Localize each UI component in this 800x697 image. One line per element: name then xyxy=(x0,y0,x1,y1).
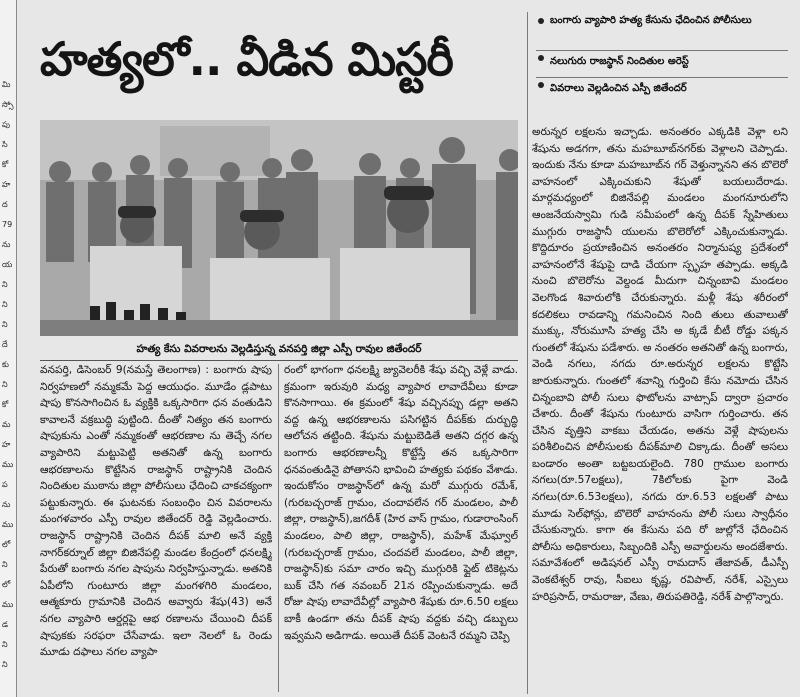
column-divider xyxy=(527,12,528,694)
article-column-2 xyxy=(284,362,518,694)
strip-text-fragment: మ xyxy=(2,420,11,429)
strip-text-fragment: పు xyxy=(2,120,10,129)
summary-bullet: నలుగురు రాజస్థాన్ నిందితుల అరెస్ట్ xyxy=(536,50,788,77)
strip-text-fragment: ని xyxy=(2,560,8,569)
strip-text-fragment: ము xyxy=(2,600,14,609)
strip-text-fragment: ని xyxy=(2,640,8,649)
strip-text-fragment: సి xyxy=(2,140,8,149)
strip-text-fragment: ను xyxy=(2,500,11,509)
strip-text-fragment: స్సో xyxy=(2,100,14,109)
article-column-1 xyxy=(40,362,272,694)
article-column-3 xyxy=(532,124,788,694)
strip-text-fragment: హ xyxy=(2,440,11,449)
strip-text-fragment: ము xyxy=(2,520,14,529)
summary-bullets xyxy=(536,14,788,102)
strip-text-fragment: ము xyxy=(2,460,14,469)
strip-text-fragment: హ xyxy=(2,180,11,189)
article-paragraph: వనపర్తి, డిసెంబర్ 9(నమస్తే తెలంగాణ) : బంగారు షాపు నిర్వహణలో నమ్మకమే పెద్ద ఆయుధం. మూడేం డ్లపాటు షాపు కొనసాగించిన ఓ వ్యక్తికి ఒక్కసారిగా ధన వంతుడిని కావాలనే వక్రబుద్ధి పుట్టింది. దీంతో నిత్యం తన బంగారు షాపుకును ఎంతో నమ్మకంతో ఆభరణాల ను తెచ్చే నగల వ్యాపారిని మట్టుపెట్టి అతనితో ఉన్న బంగారు ఆభరణాలను కొట్టేసిన రాజస్థాన్ రాష్ట్రానికి చెందిన నిందితుల ముఠాను జిల్లా పోలీసులు ఛేదించి చాకచక్యంగా పట్టుకున్నారు. ఈ ఘటనకు సంబంధిం చిన వివరాలను మంగళవారం ఎస్పీ రావుల జితేందర్ రెడ్డి వెల్లడించారు. రాజస్థాన్ రాష్ట్రానికి చెందిన దీపక్ మాలి అనే వ్యక్తి నాగర్‌కర్నూల్ జిల్లా బిజినేపల్లి మండల కేంద్రంలో ధనలక్ష్మి పేరుతో బంగారు నగల షాపును నిర్వహిస్తున్నాడు. అతనికి ఏపీలోని గుంటూరు జిల్లా మంగళగిరి మండలం, ఆత్మకూరు గ్రామానికి చెందిన అవ్వారు శేషు(43) అనే నగల వ్యాపారి ఆర్డర్లపై ఆభ రణాలను చేయించి దీపక్ షాపుకకు సరఫరా చేసేవాడు. ఇలా నెలలో ఓ రెండు మూడు దఫాలు నగల వ్యాపా xyxy=(40,364,272,659)
strip-text-fragment: కో xyxy=(2,400,9,409)
strip-text-fragment: మి xyxy=(2,80,11,89)
adjacent-column-strip xyxy=(0,0,17,697)
photo-caption: హత్య కేసు వివరాలను వెల్లడిస్తున్న వనపర్తి జిల్లా ఎస్పీ రావుల జితేందర్ xyxy=(40,338,518,361)
strip-text-fragment: ని xyxy=(2,660,8,669)
strip-text-fragment: ను xyxy=(2,240,11,249)
strip-text-fragment: ని xyxy=(2,300,8,309)
press-meet-photo xyxy=(40,120,518,336)
strip-text-fragment: ని xyxy=(2,280,8,289)
strip-text-fragment: య xyxy=(2,260,13,269)
strip-text-fragment: కో xyxy=(2,160,9,169)
strip-text-fragment: ద xyxy=(2,200,8,209)
summary-bullet: బంగారు వ్యాపారి హత్య కేసును ఛేదించిన పోలీసులు xyxy=(536,14,788,50)
strip-text-fragment: ని xyxy=(2,320,8,329)
strip-text-fragment: ప xyxy=(2,480,8,489)
strip-text-fragment: ని xyxy=(2,380,8,389)
headline: హత్యలో.. వీడిన మిస్టరీ xyxy=(40,32,453,86)
strip-text-fragment: లో xyxy=(2,540,11,549)
article-paragraph: అరున్నర లక్షలను ఇచ్చాడు. అనంతరం ఎక్కడికి వెళ్లా లని శేషును అడగగా, తను మహబూబ్‌నగర్‌కు వెళ్లాలని చెప్పాడు. ఇందుకు నేను కూడా మహబూబ్‌న గర్ వెళ్తున్నానని తన బొలెరో వాహనంలో ఎక్కించుకుని శేషుతో బయలుదేరాడు. మార్గమధ్యంలో బిజినేపల్లి మండలం మంగనూరులోని ఆంజనేయస్వామి గుడి సమీపంలో ఉన్న దీపక్ స్నేహితులు ముగ్గురు రాజస్థానీ యులను బొలెరోలో ఎక్కించుకున్నాడు. కొద్దిదూరం ప్రయాణించిన అనంతరం నిర్మానుష్య ప్రదేశంలో వాహనంలోనే శేషుపై దాడి చేయగా స్పృహ తప్పాడు. అక్కడి నుంచి బొలెరోను వెల్దండ మీదుగా చిన్నంబావి మండలం వెలగొండ శివారులోకి చేరుకున్నారు. మళ్లీ శేషు శరీరంలో కదలికలు రావడాన్ని గమనించిన నింది తులు తువాలుతో ముక్కు, నోరుమూసి హత్య చేసి అ క్కడే బీటీ రోడ్డు పక్కన గుంతలో శేషును పడేశారు. అ నంతరం అతనితో ఉన్న బంగారు, వెండి నగలు, నగదు రూ.అరున్నర లక్షలను కొట్టేసి జారుకున్నారు. గుంతలో శవాన్ని గుర్తించి కేసు నమోదు చేసిన చిన్నంబావి పోలీ సులు ఫొటోలను వాట్సాప్ ద్వారా ప్రచారం చేశారు. దీంతో శేషును గుంటూరు వాసిగా గుర్తించారు. తన చేసిన వృత్తిని వాకబు చేయడం, అతను వెళ్లే షాపులను పరిశీలించిన పోలీసులకు దీపక్‌మాలి చిక్కాడు. దీంతో అసలు బండారం అంతా బట్టబయలైంది. 780 గ్రాముల బంగారు నగలు(రూ.57లక్షలు), 7కిలోలకు పైగా వెండి నగలు(రూ.6.53లక్షలు), నగదు రూ.6.53 లక్షలతో పాటు మూడు సెల్‌ఫోన్లు, బొలెరో వాహనంను పోలీ సులు స్వాధీనం చేసుకున్నారు. కాగా ఈ కేసును పది రో జుల్లోనే ఛేదించిన పోలీసు అధికారులు, సిబ్బందికి ఎస్పీ అవార్డులను అందజేశారు. సమావేశంలో అడిషనల్ ఎస్పీ రామదాస్ తేజావత్, డీఎస్పీ వెంకటేశ్వర్ రావు, సీఐలు కృష్ణ, రవిపాల్, నరేశ్, ఎస్సైలు హరిప్రసాద్, రామరాజు, వేణు, తిరుపతిరెడ్డి, నరేశ్ పాల్గొన్నారు. xyxy=(532,126,788,603)
strip-text-fragment: 79 xyxy=(2,220,13,229)
article-paragraph: రంలో భాగంగా ధనలక్ష్మి జ్యువెలరీకి శేషు వచ్చి వెళ్లే వాడు. క్రమంగా ఇరువురి మధ్య వ్యాపార లావాదేవీలు కూడా కొనసాగాయి. ఈ క్రమంలో శేషు వచ్చినప్పు డల్లా అతని వద్ద ఉన్న ఆభరణాలను పసిగట్టిన దీపక్‌కు దుర్బుద్ధి ఆలోచన తట్టింది. శేషును మట్టుబెడితే అతని దగ్గర ఉన్న బంగారు ఆభరణాలన్నీ కొట్టేస్తే తన ఒక్కసారిగా ధనవంతుడినై పోతానని భావించి హత్యకు పథకం వేశాడు. ఇందుకోసం రాజస్థాన్‌లో ఉన్న మరో ముగ్గురు రమేశ్, (గురబచ్చరాజ్ గ్రామం, చందావలేన గర్ మండలం, పాలీ జిల్లా, రాజస్థాన్),జగదీశ్ (హిర వాస్ గ్రామం, గుడారాంసింగ్ మండలం, పాలి జిల్లా, రాజస్థాన్), మహేశ్ మేఘ్వాల్ (గురబచ్చరాజ్ గ్రామం, చందవలే మండలం, పాలీ జిల్లా, రాజస్థాన్)కు సమా చారం ఇచ్చి ముగ్గురికి ఫ్లైట్ టికెట్లను బుక్ చేసి గత నవంబర్ 21న రప్పించుకున్నాడు. అదే రోజు షాపు లావాదేవీల్లో వ్యాపారి శేషుకు రూ.6.50 లక్షలు బాకీ ఉండగా తను దీపక్ షాపు వద్దకు వచ్చి డబ్బులు ఇవ్వమని అడిగాడు. అయితే దీపక్ వెంటనే రమ్మని చెప్పి xyxy=(284,364,518,642)
column-divider xyxy=(278,364,279,692)
strip-text-fragment: డ xyxy=(2,620,8,629)
strip-text-fragment: దే xyxy=(2,340,8,349)
strip-text-fragment: కు xyxy=(2,360,9,369)
strip-text-fragment: లో xyxy=(2,580,11,589)
summary-bullet: వివరాలు వెల్లడించిన ఎస్పీ జితేందర్ xyxy=(536,77,788,102)
